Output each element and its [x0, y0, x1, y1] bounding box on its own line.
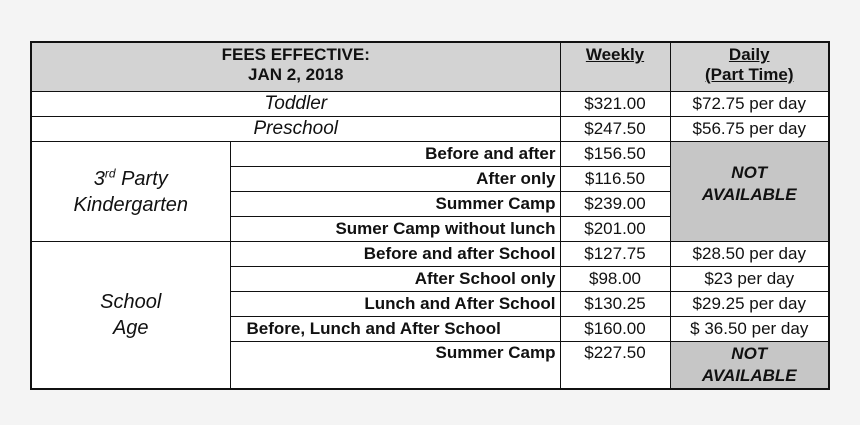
- school-age-daily: $29.25 per day: [670, 292, 829, 317]
- preschool-weekly: $247.50: [560, 117, 670, 142]
- kindergarten-not-available: [670, 142, 829, 242]
- table-row: [31, 142, 829, 167]
- not-available-line-1: NOT: [731, 163, 768, 182]
- school-age-option: Summer Camp: [230, 342, 560, 390]
- kindergarten-weekly: $116.50: [560, 167, 670, 192]
- kindergarten-label-line-2: Kindergarten: [73, 193, 189, 216]
- toddler-daily: $72.75 per day: [670, 92, 829, 117]
- school-age-label-line-2: Age: [112, 317, 149, 339]
- school-age-option: Before and after School: [230, 242, 560, 267]
- school-age-label-line-1: School: [100, 291, 162, 313]
- kindergarten-weekly: $201.00: [560, 217, 670, 242]
- weekly-header-label: Weekly: [585, 45, 645, 64]
- school-age-weekly: $98.00: [560, 267, 670, 292]
- title-line-1: FEES EFFECTIVE:: [221, 45, 370, 64]
- kindergarten-label-line-1: [36, 166, 226, 192]
- preschool-label: Preschool: [31, 117, 560, 142]
- toddler-weekly: $321.00: [560, 92, 670, 117]
- kindergarten-weekly: $156.50: [560, 142, 670, 167]
- not-available-line-2: AVAILABLE: [701, 185, 797, 204]
- toddler-label: Toddler: [31, 92, 560, 117]
- school-age-option: After School only: [230, 267, 560, 292]
- kindergarten-label: [31, 142, 230, 242]
- daily-header-label: Daily: [728, 45, 770, 64]
- fees-table: [30, 41, 830, 390]
- school-age-daily: $23 per day: [670, 267, 829, 292]
- weekly-header: [560, 42, 670, 92]
- school-age-label: [31, 242, 230, 390]
- toddler-row: [31, 92, 829, 117]
- fees-table-container: [30, 41, 830, 390]
- kindergarten-option: Sumer Camp without lunch: [230, 217, 560, 242]
- table-row: [31, 242, 829, 267]
- preschool-row: [31, 117, 829, 142]
- kindergarten-option: Summer Camp: [230, 192, 560, 217]
- school-age-weekly: $130.25: [560, 292, 670, 317]
- kindergarten-label-superscript: rd: [104, 165, 116, 180]
- kindergarten-weekly: $239.00: [560, 192, 670, 217]
- header-row: [31, 42, 829, 92]
- kindergarten-label-party: Party: [115, 167, 168, 190]
- fees-effective-title: [31, 42, 560, 92]
- kindergarten-option: Before and after: [230, 142, 560, 167]
- school-age-option: Lunch and After School: [230, 292, 560, 317]
- school-age-weekly: $227.50: [560, 342, 670, 390]
- school-age-daily: $ 36.50 per day: [670, 317, 829, 342]
- preschool-daily: $56.75 per day: [670, 117, 829, 142]
- school-age-weekly: $127.75: [560, 242, 670, 267]
- school-age-option: Before, Lunch and After School: [230, 317, 560, 342]
- kindergarten-label-number: 3: [93, 167, 105, 190]
- not-available-line-2: AVAILABLE: [701, 366, 797, 385]
- daily-header-sublabel: (Part Time): [705, 65, 794, 84]
- school-age-weekly: $160.00: [560, 317, 670, 342]
- not-available-line-1: NOT: [731, 344, 768, 363]
- school-age-daily: $28.50 per day: [670, 242, 829, 267]
- school-age-not-available: [670, 342, 829, 390]
- title-line-2: JAN 2, 2018: [248, 65, 344, 84]
- daily-header: [670, 42, 829, 92]
- kindergarten-option: After only: [230, 167, 560, 192]
